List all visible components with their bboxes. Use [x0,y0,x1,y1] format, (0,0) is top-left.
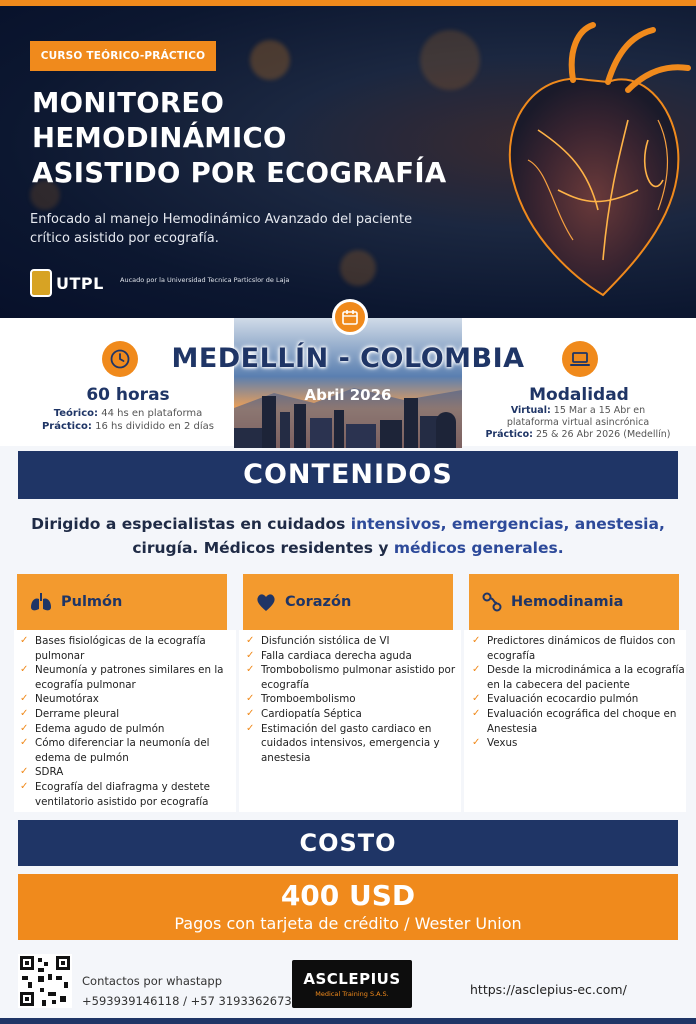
list-item: ✓ Cómo diferenciar la neumonía del edema de pulmón [20,736,234,765]
audience-text: Dirigido a especialistas en cuidados [31,515,351,533]
website-link[interactable]: https://asclepius-ec.com/ [470,982,627,997]
utpl-logo-text: UTPL [56,273,104,293]
bokeh-light [420,30,480,90]
list-item: ✓ Edema agudo de pulmón [20,722,234,737]
title-line: MONITOREO [32,87,225,119]
heart-icon [255,591,277,613]
list-item: ✓ Disfunción sistólica de VI [246,634,460,649]
topic-label: Pulmón [61,594,123,610]
costo-header: COSTO [18,820,678,866]
modalidad-virtual [472,405,684,417]
mod-practico-value: 25 & 26 Abr 2026 (Medellín) [535,429,671,440]
payment-methods: Pagos con tarjeta de crédito / Wester Union [174,914,522,933]
contenidos-header: CONTENIDOS [18,451,678,499]
qr-code-icon[interactable] [18,954,72,1008]
target-audience [24,512,672,560]
list-item: ✓ Ecografía del diafragma y destete ventilatorio asistido por ecografía [20,780,234,809]
hours-title: 60 horas [86,385,170,405]
utpl-seal-icon [30,269,52,297]
list-item: ✓ Falla cardiaca derecha aguda [246,649,460,664]
list-item: ✓ Estimación del gasto cardiaco en cuidados intensivos, emergencia y anestesia [246,722,460,766]
skyline-illustration [234,368,462,448]
practico-label: Práctico: [41,421,92,432]
hemodynamics-icon [481,591,503,613]
utpl-logo [30,267,110,299]
list-item: ✓ SDRA [20,765,234,780]
audience-highlight: intensivos, emergencias, anestesia, [350,515,665,533]
asclepius-logo [292,960,412,1008]
top-accent-bar [0,0,696,6]
clock-icon [102,341,138,377]
hours-teorico [30,408,226,419]
list-item: ✓ Desde la microdinámica a la ecografía en la cabecera del paciente [472,663,686,692]
list-item: ✓ Neumonía y patrones similares en la ecografía pulmonar [20,663,234,692]
modalidad-virtual-2: plataforma virtual asincrónica [506,417,650,428]
hours-practico [30,421,226,432]
topic-card-pulmon [17,574,227,630]
topic-list-hemodinamia [472,634,686,751]
list-item: ✓ Tromboembolismo [246,692,460,707]
title-line: ASISTIDO POR ECOGRAFÍA [32,157,447,189]
mod-practico-label: Práctico: [485,429,533,440]
bokeh-light [250,40,290,80]
list-item: ✓ Evaluación ecográfica del choque en Anestesia [472,707,686,736]
contact-title: Contactos por whastapp [82,974,223,988]
glowing-heart-icon [478,10,693,300]
virtual-label: Virtual: [510,405,551,416]
bottom-accent-bar [0,1018,696,1024]
list-item: ✓ Predictores dinámicos de fluidos con ecografía [472,634,686,663]
topic-label: Corazón [285,594,352,610]
course-type-badge: CURSO TEÓRICO-PRÁCTICO [30,41,216,71]
title-line: HEMODINÁMICO [32,122,287,154]
event-location: MEDELLÍN - COLOMBIA [171,343,525,374]
list-item: ✓ Bases fisiológicas de la ecografía pulmonar [20,634,234,663]
event-date: Abril 2026 [304,386,392,404]
brand-name: ASCLEPIUS [303,970,401,988]
topic-card-corazon [243,574,453,630]
brand-tagline: Medical Training S.A.S. [315,990,389,998]
topic-list-pulmon [20,634,234,809]
list-item: ✓ Neumotórax [20,692,234,707]
audience-highlight: médicos generales. [393,539,564,557]
audience-text: cirugía. Médicos residentes y [132,539,394,557]
laptop-icon [562,341,598,377]
price-value: 400 USD [280,879,416,912]
teorico-label: Teórico: [53,408,99,419]
modalidad-practico [472,429,684,441]
list-item: ✓ Vexus [472,736,686,751]
topic-list-corazon [246,634,460,765]
virtual-value: 15 Mar a 15 Abr en [553,405,646,416]
teorico-value: 44 hs en plataforma [101,408,203,419]
topic-card-hemodinamia [469,574,679,630]
list-item: ✓ Evaluación ecocardio pulmón [472,692,686,707]
hero-banner [0,0,696,318]
topic-label: Hemodinamia [511,594,624,610]
lungs-icon [29,591,53,613]
course-subtitle: Enfocado al manejo Hemodinámico Avanzado del paciente crítico asistido por ecografía. [30,212,413,246]
practico-value: 16 hs dividido en 2 días [95,421,215,432]
list-item: ✓ Derrame pleural [20,707,234,722]
list-item: ✓ Cardiopatía Séptica [246,707,460,722]
price-box [18,874,678,940]
bokeh-light [340,250,376,286]
course-title [32,86,502,191]
list-item: ✓ Trombobolismo pulmonar asistido por ecografía [246,663,460,692]
endorsement-text: Aucado por la Universidad Tecnica Particslor de Laja [120,276,290,284]
modalidad-title: Modalidad [529,385,629,405]
calendar-icon [332,299,368,335]
contact-phones[interactable]: +593939146118 / +57 3193362673 [82,994,292,1008]
